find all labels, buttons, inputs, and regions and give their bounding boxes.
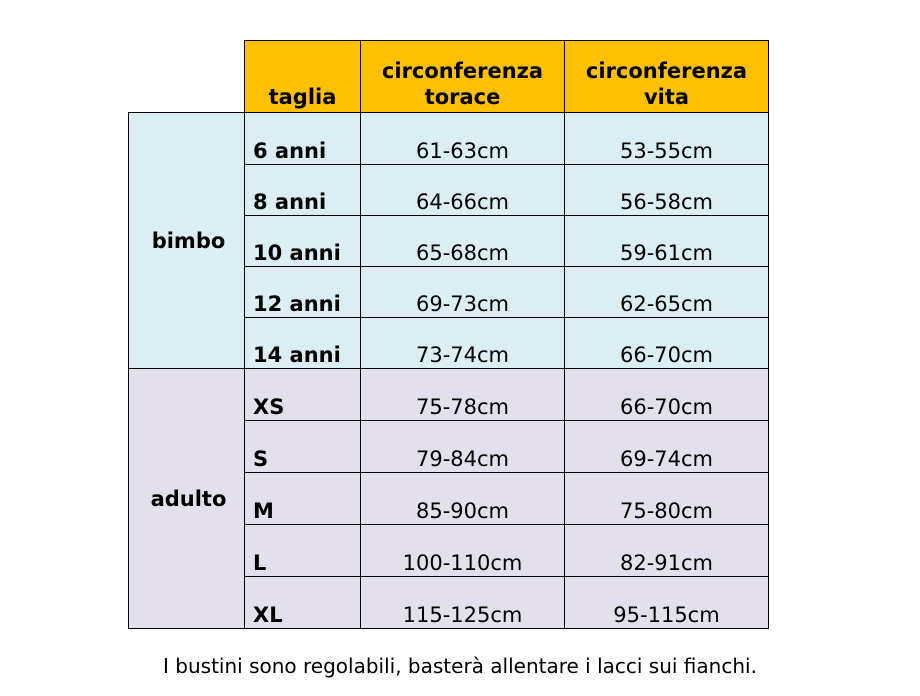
size-cell: L — [245, 525, 361, 577]
waist-cell: 62-65cm — [565, 267, 769, 318]
waist-cell: 66-70cm — [565, 369, 769, 421]
table-row — [129, 369, 769, 421]
size-cell: M — [245, 473, 361, 525]
size-cell: S — [245, 421, 361, 473]
size-cell: 12 anni — [245, 267, 361, 318]
size-cell: 10 anni — [245, 216, 361, 267]
chest-cell: 79-84cm — [361, 421, 565, 473]
size-cell: 6 anni — [245, 113, 361, 165]
waist-cell: 59-61cm — [565, 216, 769, 267]
waist-cell: 66-70cm — [565, 318, 769, 369]
size-cell: 8 anni — [245, 165, 361, 216]
waist-cell: 56-58cm — [565, 165, 769, 216]
empty-corner-cell — [129, 41, 245, 113]
header-chest — [361, 41, 565, 113]
group-kids-label: bimbo — [129, 113, 245, 369]
header-waist — [565, 41, 769, 113]
chest-cell: 61-63cm — [361, 113, 565, 165]
waist-cell: 75-80cm — [565, 473, 769, 525]
chest-cell: 73-74cm — [361, 318, 565, 369]
waist-cell: 82-91cm — [565, 525, 769, 577]
header-size-label: taglia — [268, 85, 337, 109]
header-row — [129, 41, 769, 113]
chest-cell: 69-73cm — [361, 267, 565, 318]
table-row — [129, 113, 769, 165]
chest-cell: 65-68cm — [361, 216, 565, 267]
footnote-text: I bustini sono regolabili, basterà allentare i lacci sui fianchi. — [163, 654, 757, 678]
waist-cell: 95-115cm — [565, 577, 769, 629]
header-waist-line2: vita — [643, 85, 690, 109]
header-chest-line2: torace — [424, 85, 501, 109]
size-cell: XL — [245, 577, 361, 629]
waist-cell: 69-74cm — [565, 421, 769, 473]
chest-cell: 100-110cm — [361, 525, 565, 577]
waist-cell: 53-55cm — [565, 113, 769, 165]
group-adults-label: adulto — [129, 369, 245, 629]
chest-cell: 75-78cm — [361, 369, 565, 421]
chest-cell: 115-125cm — [361, 577, 565, 629]
header-size — [245, 41, 361, 113]
size-cell: XS — [245, 369, 361, 421]
header-chest-line1: circonferenza — [381, 59, 544, 83]
chest-cell: 85-90cm — [361, 473, 565, 525]
size-chart-table — [128, 40, 769, 629]
size-cell: 14 anni — [245, 318, 361, 369]
header-waist-line1: circonferenza — [585, 59, 748, 83]
chest-cell: 64-66cm — [361, 165, 565, 216]
